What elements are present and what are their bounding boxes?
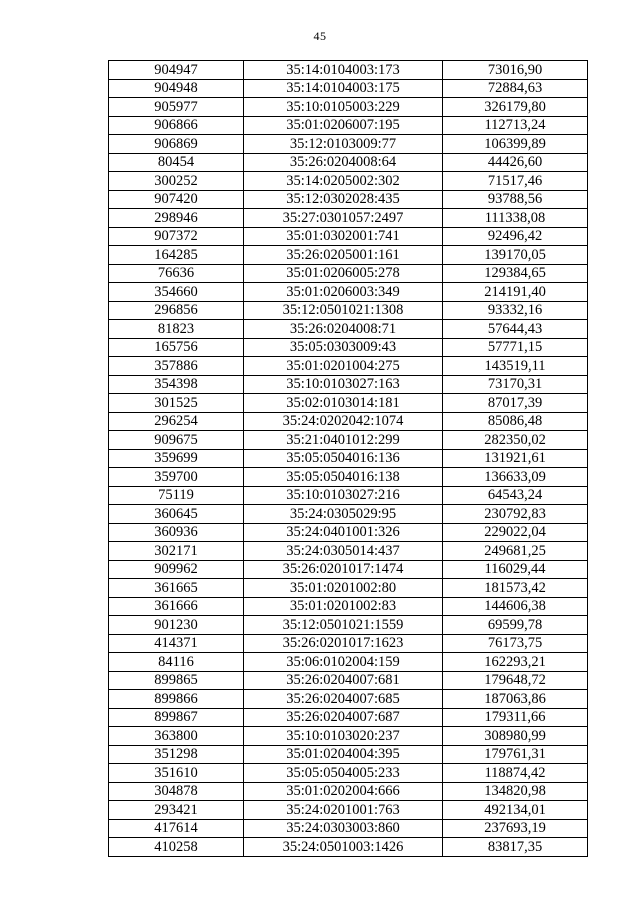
table-row [109, 172, 588, 191]
record-id-cell: 905977 [109, 98, 244, 117]
cadastral-number-cell: 35:01:0206003:349 [244, 283, 443, 302]
cadastral-number-cell: 35:14:0104003:173 [244, 61, 443, 80]
table-row [109, 61, 588, 80]
cadastral-number-cell: 35:26:0204007:681 [244, 671, 443, 690]
table-row [109, 449, 588, 468]
value-cell: 72884,63 [443, 79, 588, 98]
record-id-cell: 300252 [109, 172, 244, 191]
record-id-cell: 354660 [109, 283, 244, 302]
value-cell: 87017,39 [443, 394, 588, 413]
record-id-cell: 907420 [109, 190, 244, 209]
value-cell: 57644,43 [443, 320, 588, 339]
table-row [109, 542, 588, 561]
record-id-cell: 351610 [109, 764, 244, 783]
table-body [109, 61, 588, 857]
value-cell: 249681,25 [443, 542, 588, 561]
cadastral-number-cell: 35:05:0303009:43 [244, 338, 443, 357]
value-cell: 129384,65 [443, 264, 588, 283]
value-cell: 230792,83 [443, 505, 588, 524]
table-row [109, 597, 588, 616]
cadastral-number-cell: 35:12:0501021:1308 [244, 301, 443, 320]
cadastral-number-cell: 35:24:0201001:763 [244, 801, 443, 820]
value-cell: 111338,08 [443, 209, 588, 228]
cadastral-number-cell: 35:24:0401001:326 [244, 523, 443, 542]
table-row [109, 801, 588, 820]
record-id-cell: 302171 [109, 542, 244, 561]
cadastral-number-cell: 35:27:0301057:2497 [244, 209, 443, 228]
value-cell: 73170,31 [443, 375, 588, 394]
value-cell: 83817,35 [443, 838, 588, 857]
value-cell: 92496,42 [443, 227, 588, 246]
table-row [109, 616, 588, 635]
table-row [109, 394, 588, 413]
cadastral-number-cell: 35:26:0205001:161 [244, 246, 443, 265]
table-row [109, 301, 588, 320]
cadastral-number-cell: 35:14:0205002:302 [244, 172, 443, 191]
table-row [109, 745, 588, 764]
table-row [109, 838, 588, 857]
table-row [109, 727, 588, 746]
record-id-cell: 901230 [109, 616, 244, 635]
record-id-cell: 164285 [109, 246, 244, 265]
record-id-cell: 909962 [109, 560, 244, 579]
record-id-cell: 301525 [109, 394, 244, 413]
record-id-cell: 293421 [109, 801, 244, 820]
record-id-cell: 899866 [109, 690, 244, 709]
cadastral-number-cell: 35:01:0201002:80 [244, 579, 443, 598]
table-row [109, 375, 588, 394]
record-id-cell: 351298 [109, 745, 244, 764]
cadastral-number-cell: 35:02:0103014:181 [244, 394, 443, 413]
record-id-cell: 76636 [109, 264, 244, 283]
cadastral-number-cell: 35:24:0305014:437 [244, 542, 443, 561]
table-row [109, 98, 588, 117]
cadastral-number-cell: 35:21:0401012:299 [244, 431, 443, 450]
record-id-cell: 359700 [109, 468, 244, 487]
record-id-cell: 357886 [109, 357, 244, 376]
table-row [109, 579, 588, 598]
cadastral-number-cell: 35:12:0103009:77 [244, 135, 443, 154]
cadastral-number-cell: 35:26:0204007:685 [244, 690, 443, 709]
record-id-cell: 361666 [109, 597, 244, 616]
value-cell: 112713,24 [443, 116, 588, 135]
table-row [109, 523, 588, 542]
cadastral-number-cell: 35:10:0105003:229 [244, 98, 443, 117]
table-row [109, 209, 588, 228]
cadastral-number-cell: 35:26:0201017:1623 [244, 634, 443, 653]
record-id-cell: 414371 [109, 634, 244, 653]
cadastral-number-cell: 35:01:0206007:195 [244, 116, 443, 135]
cadastral-number-cell: 35:26:0204008:64 [244, 153, 443, 172]
value-cell: 136633,09 [443, 468, 588, 487]
cadastral-number-cell: 35:12:0501021:1559 [244, 616, 443, 635]
value-cell: 162293,21 [443, 653, 588, 672]
value-cell: 93332,16 [443, 301, 588, 320]
cadastral-number-cell: 35:24:0305029:95 [244, 505, 443, 524]
table-row [109, 116, 588, 135]
table-row [109, 486, 588, 505]
record-id-cell: 904948 [109, 79, 244, 98]
record-id-cell: 359699 [109, 449, 244, 468]
value-cell: 71517,46 [443, 172, 588, 191]
record-id-cell: 361665 [109, 579, 244, 598]
value-cell: 229022,04 [443, 523, 588, 542]
table-row [109, 634, 588, 653]
record-id-cell: 909675 [109, 431, 244, 450]
value-cell: 139170,05 [443, 246, 588, 265]
table-row [109, 819, 588, 838]
value-cell: 64543,24 [443, 486, 588, 505]
cadastral-number-cell: 35:05:0504005:233 [244, 764, 443, 783]
cadastral-number-cell: 35:01:0201004:275 [244, 357, 443, 376]
value-cell: 44426,60 [443, 153, 588, 172]
table-row [109, 320, 588, 339]
value-cell: 118874,42 [443, 764, 588, 783]
value-cell: 57771,15 [443, 338, 588, 357]
cadastral-number-cell: 35:26:0204008:71 [244, 320, 443, 339]
record-id-cell: 906866 [109, 116, 244, 135]
table-row [109, 671, 588, 690]
record-id-cell: 410258 [109, 838, 244, 857]
cadastral-number-cell: 35:24:0501003:1426 [244, 838, 443, 857]
value-cell: 143519,11 [443, 357, 588, 376]
cadastral-number-cell: 35:01:0302001:741 [244, 227, 443, 246]
value-cell: 85086,48 [443, 412, 588, 431]
value-cell: 187063,86 [443, 690, 588, 709]
table-row [109, 653, 588, 672]
record-id-cell: 360645 [109, 505, 244, 524]
record-id-cell: 360936 [109, 523, 244, 542]
value-cell: 237693,19 [443, 819, 588, 838]
table-row [109, 431, 588, 450]
cadastral-number-cell: 35:01:0201002:83 [244, 597, 443, 616]
table-row [109, 79, 588, 98]
table-row [109, 690, 588, 709]
table-row [109, 338, 588, 357]
value-cell: 69599,78 [443, 616, 588, 635]
table-row [109, 246, 588, 265]
table-row [109, 764, 588, 783]
table-row [109, 190, 588, 209]
cadastral-number-cell: 35:10:0103020:237 [244, 727, 443, 746]
table-row [109, 135, 588, 154]
table-row [109, 283, 588, 302]
record-id-cell: 165756 [109, 338, 244, 357]
cadastral-number-cell: 35:01:0206005:278 [244, 264, 443, 283]
cadastral-number-cell: 35:14:0104003:175 [244, 79, 443, 98]
record-id-cell: 906869 [109, 135, 244, 154]
value-cell: 116029,44 [443, 560, 588, 579]
value-cell: 73016,90 [443, 61, 588, 80]
value-cell: 179761,31 [443, 745, 588, 764]
record-id-cell: 296856 [109, 301, 244, 320]
record-id-cell: 296254 [109, 412, 244, 431]
table-row [109, 505, 588, 524]
table-row [109, 227, 588, 246]
record-id-cell: 81823 [109, 320, 244, 339]
cadastral-number-cell: 35:24:0303003:860 [244, 819, 443, 838]
value-cell: 492134,01 [443, 801, 588, 820]
table-row [109, 782, 588, 801]
value-cell: 179648,72 [443, 671, 588, 690]
table-row [109, 708, 588, 727]
value-cell: 214191,40 [443, 283, 588, 302]
cadastral-number-cell: 35:01:0202004:666 [244, 782, 443, 801]
cadastral-number-cell: 35:06:0102004:159 [244, 653, 443, 672]
cadastral-number-cell: 35:12:0302028:435 [244, 190, 443, 209]
value-cell: 106399,89 [443, 135, 588, 154]
table-row [109, 264, 588, 283]
value-cell: 131921,61 [443, 449, 588, 468]
value-cell: 326179,80 [443, 98, 588, 117]
record-id-cell: 304878 [109, 782, 244, 801]
registry-table [108, 60, 588, 857]
record-id-cell: 899865 [109, 671, 244, 690]
table-row [109, 468, 588, 487]
record-id-cell: 80454 [109, 153, 244, 172]
cadastral-number-cell: 35:26:0204007:687 [244, 708, 443, 727]
value-cell: 308980,99 [443, 727, 588, 746]
table-row [109, 153, 588, 172]
record-id-cell: 904947 [109, 61, 244, 80]
record-id-cell: 84116 [109, 653, 244, 672]
cadastral-number-cell: 35:01:0204004:395 [244, 745, 443, 764]
value-cell: 93788,56 [443, 190, 588, 209]
record-id-cell: 363800 [109, 727, 244, 746]
page-number: 45 [313, 29, 327, 43]
cadastral-number-cell: 35:05:0504016:136 [244, 449, 443, 468]
cadastral-number-cell: 35:05:0504016:138 [244, 468, 443, 487]
value-cell: 179311,66 [443, 708, 588, 727]
table-row [109, 412, 588, 431]
value-cell: 181573,42 [443, 579, 588, 598]
value-cell: 282350,02 [443, 431, 588, 450]
cadastral-number-cell: 35:26:0201017:1474 [244, 560, 443, 579]
value-cell: 144606,38 [443, 597, 588, 616]
cadastral-number-cell: 35:10:0103027:163 [244, 375, 443, 394]
cadastral-number-cell: 35:24:0202042:1074 [244, 412, 443, 431]
table-row [109, 357, 588, 376]
value-cell: 76173,75 [443, 634, 588, 653]
record-id-cell: 354398 [109, 375, 244, 394]
cadastral-number-cell: 35:10:0103027:216 [244, 486, 443, 505]
record-id-cell: 899867 [109, 708, 244, 727]
value-cell: 134820,98 [443, 782, 588, 801]
record-id-cell: 298946 [109, 209, 244, 228]
table-row [109, 560, 588, 579]
record-id-cell: 417614 [109, 819, 244, 838]
record-id-cell: 907372 [109, 227, 244, 246]
record-id-cell: 75119 [109, 486, 244, 505]
